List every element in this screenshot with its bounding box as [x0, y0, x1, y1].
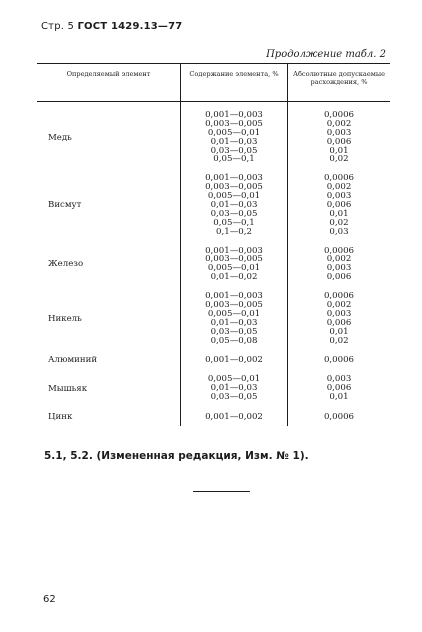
- content-range-value: 0,001—0,002: [205, 355, 263, 366]
- tolerance-value: 0,0006: [323, 291, 355, 302]
- tolerance-table: [37, 63, 390, 426]
- tolerance-value: 0,003: [326, 374, 352, 385]
- element-name: Висмут: [48, 200, 82, 211]
- tolerance-value: 0,006: [326, 200, 352, 211]
- content-range-value: 0,005—0,01: [207, 191, 261, 202]
- element-name: Алюминий: [48, 355, 98, 366]
- table-row: [37, 102, 390, 165]
- tolerance-values: [288, 102, 391, 165]
- content-range-value: 0,003—0,005: [205, 300, 263, 311]
- content-range-value: 0,03—0,05: [210, 326, 258, 337]
- content-ranges: [181, 102, 288, 165]
- tolerance-value: 0,01: [329, 392, 349, 403]
- tolerance-value: 0,02: [329, 217, 349, 228]
- tolerance-values: [288, 237, 391, 283]
- tolerance-values: [288, 164, 391, 236]
- content-range-value: 0,005—0,01: [207, 374, 261, 385]
- tolerance-value: 0,0006: [323, 245, 355, 256]
- content-range-value: 0,001—0,003: [205, 245, 263, 256]
- tolerance-values: [288, 282, 391, 345]
- content-range-value: 0,001—0,002: [205, 411, 263, 422]
- tolerance-values: [288, 365, 391, 402]
- tolerance-value: 0,01: [329, 145, 349, 156]
- content-range-value: 0,003—0,005: [205, 254, 263, 265]
- tolerance-value: 0,0006: [323, 355, 355, 366]
- tolerance-values: [288, 402, 391, 426]
- content-range-value: 0,01—0,03: [210, 136, 258, 147]
- table-row: [37, 402, 390, 426]
- tolerance-value: 0,002: [326, 118, 352, 129]
- column-header-content: Содержание элемента, %: [181, 64, 288, 102]
- content-range-value: 0,03—0,05: [210, 392, 258, 403]
- content-range-value: 0,003—0,005: [205, 182, 263, 193]
- element-name: Никель: [48, 313, 82, 324]
- content-ranges: [181, 282, 288, 345]
- table-row: [37, 164, 390, 236]
- content-ranges: [181, 365, 288, 402]
- tolerance-value: 0,006: [326, 272, 352, 283]
- standard-number: ГОСТ 1429.13—77: [77, 21, 183, 32]
- table-row: [37, 365, 390, 402]
- tolerance-value: 0,0006: [323, 110, 355, 120]
- table-body: [37, 102, 390, 427]
- column-header-tolerance: Абсолютные допускаемые расхождения, %: [288, 64, 391, 102]
- tolerance-value: 0,01: [329, 208, 349, 219]
- tolerance-value: 0,002: [326, 182, 352, 193]
- tolerance-value: 0,003: [326, 127, 352, 138]
- element-name: Медь: [48, 132, 72, 143]
- tolerance-value: 0,02: [329, 335, 349, 346]
- column-header-element: Определяемый элемент: [37, 64, 181, 102]
- content-range-value: 0,01—0,02: [210, 272, 258, 283]
- table-header-row: [37, 64, 390, 102]
- tolerance-value: 0,003: [326, 308, 352, 319]
- tolerance-value: 0,002: [326, 254, 352, 265]
- content-ranges: [181, 402, 288, 426]
- content-range-value: 0,005—0,01: [207, 308, 261, 319]
- content-range-value: 0,01—0,03: [210, 200, 258, 211]
- content-range-value: 0,03—0,05: [210, 208, 258, 219]
- tolerance-value: 0,01: [329, 326, 349, 337]
- content-range-value: 0,001—0,003: [205, 110, 263, 120]
- divider-rule: [193, 491, 250, 492]
- tolerance-value: 0,006: [326, 383, 352, 394]
- table-row: [37, 237, 390, 283]
- page-header: [41, 21, 182, 32]
- element-name: Железо: [48, 259, 84, 270]
- tolerance-value: 0,002: [326, 300, 352, 311]
- page-number: 62: [43, 594, 56, 605]
- table-continuation-label: Продолжение табл. 2: [266, 49, 386, 60]
- tolerance-value: 0,02: [329, 154, 349, 165]
- content-range-value: 0,01—0,03: [210, 383, 258, 394]
- content-range-value: 0,03—0,05: [210, 145, 258, 156]
- content-range-value: 0,05—0,1: [213, 217, 255, 228]
- element-name: Цинк: [48, 412, 73, 423]
- content-range-value: 0,1—0,2: [216, 226, 252, 237]
- content-range-value: 0,003—0,005: [205, 118, 263, 129]
- content-range-value: 0,001—0,003: [205, 173, 263, 184]
- tolerance-value: 0,03: [329, 226, 349, 237]
- tolerance-value: 0,006: [326, 317, 352, 328]
- tolerance-value: 0,006: [326, 136, 352, 147]
- amendment-note: 5.1, 5.2. (Измененная редакция, Изм. № 1).: [44, 450, 309, 462]
- table-row: [37, 345, 390, 365]
- tolerance-value: 0,003: [326, 263, 352, 274]
- content-range-value: 0,001—0,003: [205, 291, 263, 302]
- table-row: [37, 282, 390, 345]
- tolerance-values: [288, 345, 391, 365]
- content-range-value: 0,01—0,03: [210, 317, 258, 328]
- content-ranges: [181, 237, 288, 283]
- tolerance-value: 0,0006: [323, 411, 355, 422]
- element-name: Мышьяк: [48, 383, 88, 394]
- tolerance-value: 0,0006: [323, 173, 355, 184]
- content-range-value: 0,05—0,1: [213, 154, 255, 165]
- content-ranges: [181, 345, 288, 365]
- page-label: Стр. 5: [41, 21, 75, 32]
- content-range-value: 0,005—0,01: [207, 263, 261, 274]
- content-range-value: 0,005—0,01: [207, 127, 261, 138]
- content-range-value: 0,05—0,08: [210, 335, 258, 346]
- content-ranges: [181, 164, 288, 236]
- tolerance-value: 0,003: [326, 191, 352, 202]
